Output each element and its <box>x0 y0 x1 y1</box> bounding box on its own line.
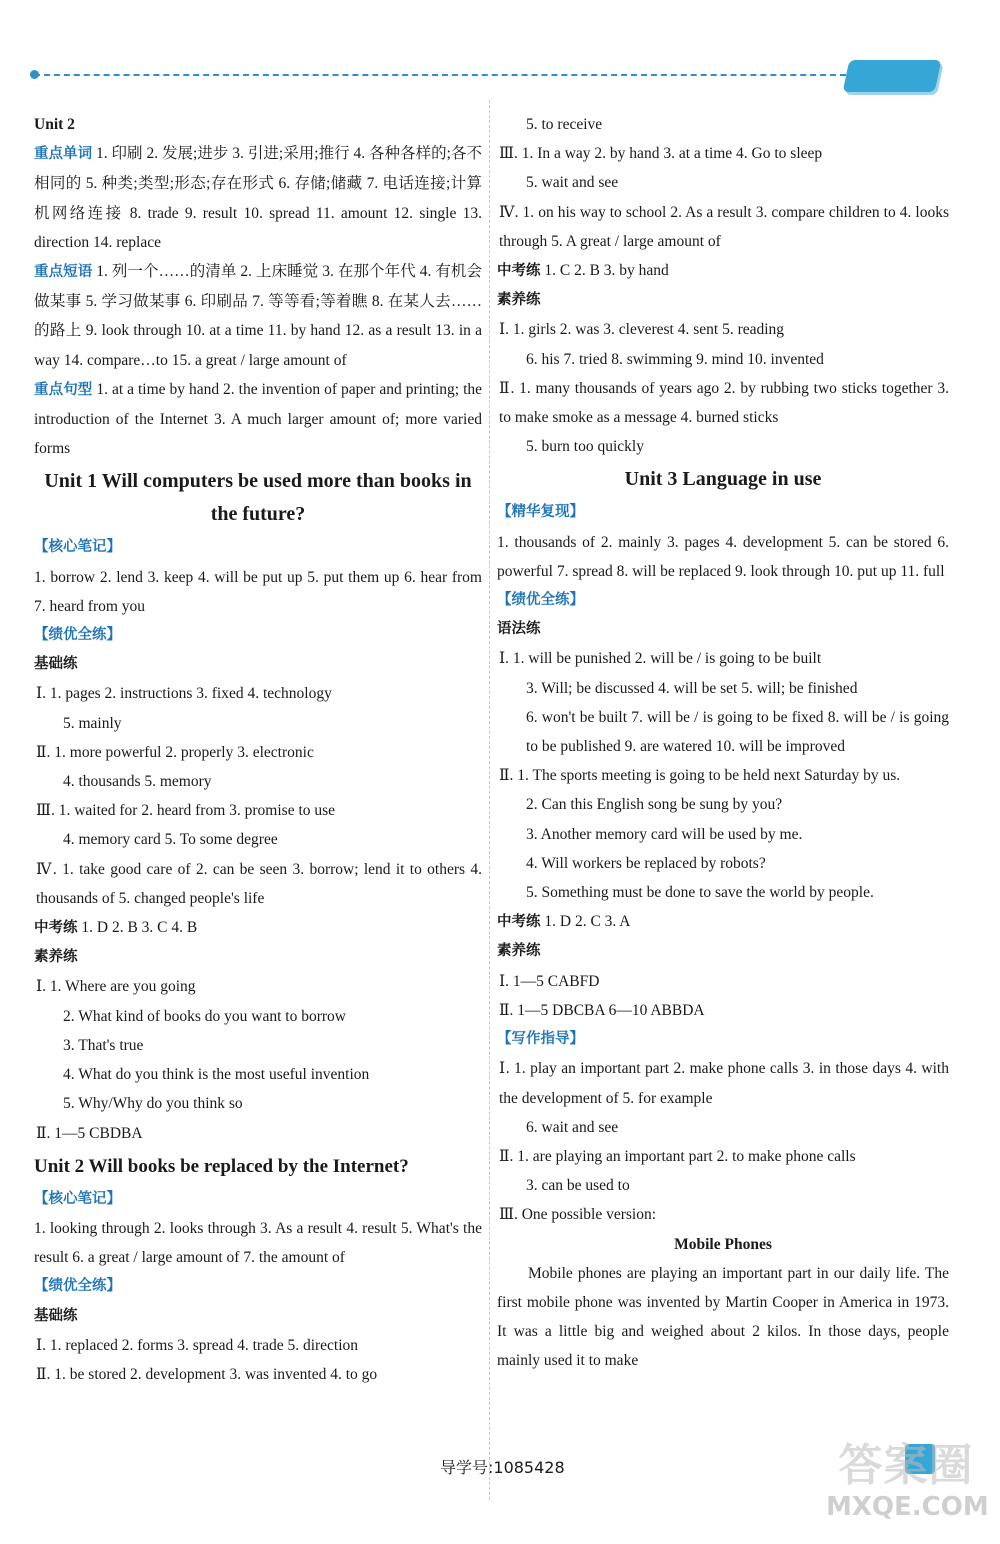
section-tag: 【绩优全练】 <box>34 1278 121 1295</box>
answer-line-indented: 5. Why/Why do you think so <box>63 1095 243 1113</box>
answer-line-indented: 6. won't be built 7. will be / is going to be fixed 8. will be / is going to be published 9. are watered 10. will be improved <box>526 708 949 756</box>
answer-line-indented: 3. Will; be discussed 4. will be set 5. will; be finished <box>526 679 858 697</box>
essay-title: Mobile Phones <box>674 1235 772 1253</box>
subsection-label: 语法练 <box>497 621 541 638</box>
subsection-label: 基础练 <box>34 1307 78 1324</box>
header-badge <box>843 60 942 92</box>
watermark <box>826 1440 989 1530</box>
subsection-label: 素养练 <box>34 949 78 966</box>
block-label: 重点短语 <box>34 264 93 281</box>
answer-line-indented: 5. Something must be done to save the world by people. <box>526 884 874 902</box>
unit-title: Unit 1 Will computers be used more than books in the future? <box>44 470 472 526</box>
unit-title: Unit 2 Will books be replaced by the Internet? <box>34 1155 409 1177</box>
right-column <box>497 110 949 1376</box>
answer-line: Ⅱ. 1. many thousands of years ago 2. by rubbing two sticks together 3. to make smoke as a message 4. burned sticks <box>499 379 949 427</box>
block-label: 中考练 <box>497 263 541 280</box>
section-tag: 【写作指导】 <box>497 1031 584 1048</box>
exam-practice-line <box>497 907 949 937</box>
answer-line: Ⅰ. 1. replaced 2. forms 3. spread 4. trade 5. direction <box>36 1336 359 1354</box>
answer-line: Ⅰ. 1—5 CABFD <box>499 972 600 990</box>
vocab-block <box>34 375 482 464</box>
vocab-block <box>34 257 482 375</box>
answer-line: Ⅱ. 1. The sports meeting is going to be held next Saturday by us. <box>499 767 901 785</box>
answer-line: Ⅲ. 1. In a way 2. by hand 3. at a time 4. Go to sleep <box>499 145 823 163</box>
answer-line: Ⅱ. 1. more powerful 2. properly 3. electronic <box>36 743 314 761</box>
watermark-logo-text: 答案圈 <box>838 1440 974 1491</box>
left-column <box>34 110 482 1389</box>
answer-line-indented: 2. What kind of books do you want to borrow <box>63 1007 346 1025</box>
answer-line: Ⅰ. 1. girls 2. was 3. cleverest 4. sent 5. reading <box>499 321 785 339</box>
subsection-label: 素养练 <box>497 943 541 960</box>
watermark-url: MXQE.COM <box>826 1492 989 1522</box>
answer-line-indented: 6. wait and see <box>526 1118 619 1136</box>
block-text: 1. D 2. C 3. A <box>540 913 631 931</box>
block-text: 1. 列一个……的清单 2. 上床睡觉 3. 在那个年代 4. 有机会做某事 5. 学习做某事 6. 印刷品 7. 等等看;等着瞧 8. 在某人去……的路上 9. look through 10. at a time 11. by hand 12. as a result 13. in a way 14. compare…to 15. a great / large amount of <box>34 263 482 369</box>
block-text: 1. 印刷 2. 发展;进步 3. 引进;采用;推行 4. 各种各样的;各不相同的 5. 种类;类型;形态;存在形式 6. 存储;储藏 7. 电话连接;计算机网络连接 8. trade 9. result 10. spread 11. amount 12. single 13. direction 14. replace <box>34 145 482 251</box>
answer-line-indented: 5. mainly <box>63 714 122 732</box>
block-text: 1. D 2. B 3. C 4. B <box>77 919 198 937</box>
answer-line-indented: 5. wait and see <box>526 174 619 192</box>
header-dashed-line <box>34 74 846 76</box>
block-label: 重点句型 <box>34 381 93 398</box>
answer-line: Ⅱ. 1. are playing an important part 2. to make phone calls <box>499 1147 856 1165</box>
answer-line: Ⅱ. 1—5 CBDBA <box>36 1124 143 1142</box>
answer-line-indented: 5. to receive <box>526 116 603 133</box>
vocab-block <box>34 139 482 257</box>
answer-line-indented: 4. Will workers be replaced by robots? <box>526 854 766 872</box>
answer-line-indented: 4. thousands 5. memory <box>63 773 212 791</box>
section-tag: 【绩优全练】 <box>34 627 121 644</box>
answer-line: Ⅳ. 1. on his way to school 2. As a result 3. compare children to 4. looks through 5. A great / large amount of <box>499 203 949 250</box>
column-divider <box>489 100 490 1500</box>
subsection-label: 素养练 <box>497 292 541 309</box>
answer-line: Ⅱ. 1—5 DBCBA 6—10 ABBDA <box>499 1001 705 1019</box>
footer-guide-number: 导学号:1085428 <box>440 1458 565 1477</box>
section-tag: 【核心笔记】 <box>34 539 121 556</box>
answer-line: Ⅳ. 1. take good care of 2. can be seen 3. borrow; lend it to others 4. thousands of 5. changed people's life <box>36 860 482 907</box>
unit-title: Unit 3 Language in use <box>624 468 822 491</box>
block-label: 中考练 <box>497 914 541 931</box>
section-tag: 【核心笔记】 <box>34 1190 121 1207</box>
block-text: 1. C 2. B 3. by hand <box>540 262 669 280</box>
answer-line: Ⅲ. One possible version: <box>499 1206 657 1224</box>
answer-paragraph: 1. thousands of 2. mainly 3. pages 4. development 5. can be stored 6. powerful 7. spread 8. will be replaced 9. look through 10. put up 11. full <box>497 533 949 580</box>
answer-paragraph: 1. looking through 2. looks through 3. As a result 4. result 5. What's the result 6. a great / large amount of 7. the amount of <box>34 1219 482 1267</box>
answer-line: Ⅱ. 1. be stored 2. development 3. was invented 4. to go <box>36 1365 378 1383</box>
section-tag: 【绩优全练】 <box>497 592 584 609</box>
subsection-label: 基础练 <box>34 656 78 673</box>
answer-line: Ⅰ. 1. pages 2. instructions 3. fixed 4. technology <box>36 685 332 703</box>
exam-practice-line <box>34 913 482 943</box>
block-text: 1. at a time by hand 2. the invention of paper and printing; the introduction of the Internet 3. A much larger amount of; more varied forms <box>34 380 483 458</box>
answer-line-indented: 4. What do you think is the most useful invention <box>63 1066 370 1084</box>
block-label: 重点单词 <box>34 146 93 163</box>
answer-line-indented: 3. Another memory card will be used by me. <box>526 825 803 843</box>
answer-line: Ⅰ. 1. play an important part 2. make phone calls 3. in those days 4. with the development of 5. for example <box>499 1060 949 1107</box>
answer-line-indented: 3. can be used to <box>526 1177 630 1195</box>
answer-line-indented: 5. burn too quickly <box>526 438 644 456</box>
essay-body: Mobile phones are playing an important part in our daily life. The first mobile phone was invented by Martin Cooper in America in 1973. It was a little big and weighed about 2 kilos. In those days, people mainly used it to make <box>497 1264 949 1370</box>
block-label: 中考练 <box>34 920 78 937</box>
answer-line-indented: 3. That's true <box>63 1036 144 1054</box>
section-heading: Unit 2 <box>34 116 75 133</box>
answer-line: Ⅰ. 1. Where are you going <box>36 978 196 996</box>
answer-line-indented: 4. memory card 5. To some degree <box>63 831 278 849</box>
answer-line-indented: 2. Can this English song be sung by you? <box>526 796 783 814</box>
section-tag: 【精华复现】 <box>497 504 584 521</box>
exam-practice-line <box>497 256 949 286</box>
answer-paragraph: 1. borrow 2. lend 3. keep 4. will be put up 5. put them up 6. hear from 7. heard from you <box>34 568 482 615</box>
answer-line: Ⅲ. 1. waited for 2. heard from 3. promise to use <box>36 802 336 820</box>
answer-line-indented: 6. his 7. tried 8. swimming 9. mind 10. invented <box>526 350 824 368</box>
answer-line: Ⅰ. 1. will be punished 2. will be / is going to be built <box>499 650 822 668</box>
